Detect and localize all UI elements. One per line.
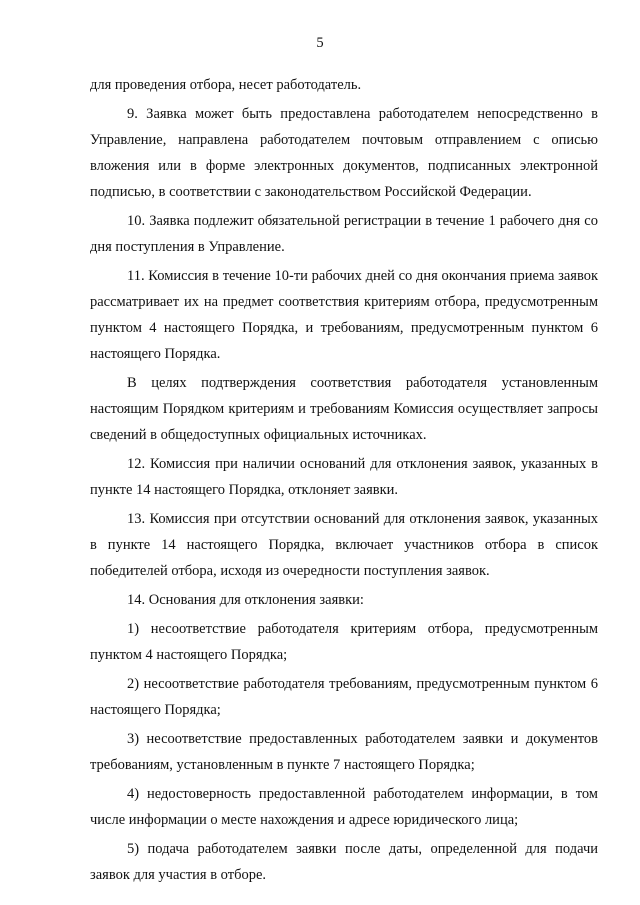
list-item-14-4: 4) недостоверность предоставленной работодателем информации, в том числе информации о месте нахождения и адресе юридического лица; [90,786,598,828]
paragraph-item-11: 11. Комиссия в течение 10-ти рабочих дней со дня окончания приема заявок рассматривает их на предмет соответствия критериям отбора, предусмотренным пунктом 4 настоящего Порядка, и требованиям, предусмотренным пунктом 6 настоящего Порядка. [90,268,598,362]
list-item-14-2: 2) несоответствие работодателя требованиям, предусмотренным пунктом 6 настоящего Порядка; [90,676,598,718]
page-number: 5 [316,35,324,51]
list-item-14-5: 5) подача работодателем заявки после даты, определенной для подачи заявок для участия в отборе. [90,841,598,883]
list-item-14-3: 3) несоответствие предоставленных работодателем заявки и документов требованиям, установленным в пункте 7 настоящего Порядка; [90,731,598,773]
paragraph-item-10: 10. Заявка подлежит обязательной регистрации в течение 1 рабочего дня со дня поступления в Управление. [90,213,598,255]
paragraph-continuation: для проведения отбора, несет работодатель. [90,77,362,93]
paragraph-item-14: 14. Основания для отклонения заявки: [127,592,364,608]
document-body [90,72,598,888]
list-item-14-1: 1) несоответствие работодателя критериям отбора, предусмотренным пунктом 4 настоящего Порядка; [90,621,598,663]
paragraph-item-13: 13. Комиссия при отсутствии оснований для отклонения заявок, указанных в пункте 14 настоящего Порядка, включает участников отбора в список победителей отбора, исходя из очередности поступления заявок. [90,511,598,579]
paragraph-item-12: 12. Комиссия при наличии оснований для отклонения заявок, указанных в пункте 14 настоящего Порядка, отклоняет заявки. [90,456,598,498]
paragraph-item-9: 9. Заявка может быть предоставлена работодателем непосредственно в Управление, направлена работодателем почтовым отправлением с описью вложения или в форме электронных документов, подписанных электронной подписью, в соответствии с законодательством Российской Федерации. [90,106,598,200]
paragraph-item-11-note: В целях подтверждения соответствия работодателя установленным настоящим Порядком критериям и требованиям Комиссия осуществляет запросы сведений в общедоступных официальных источниках. [90,375,598,443]
